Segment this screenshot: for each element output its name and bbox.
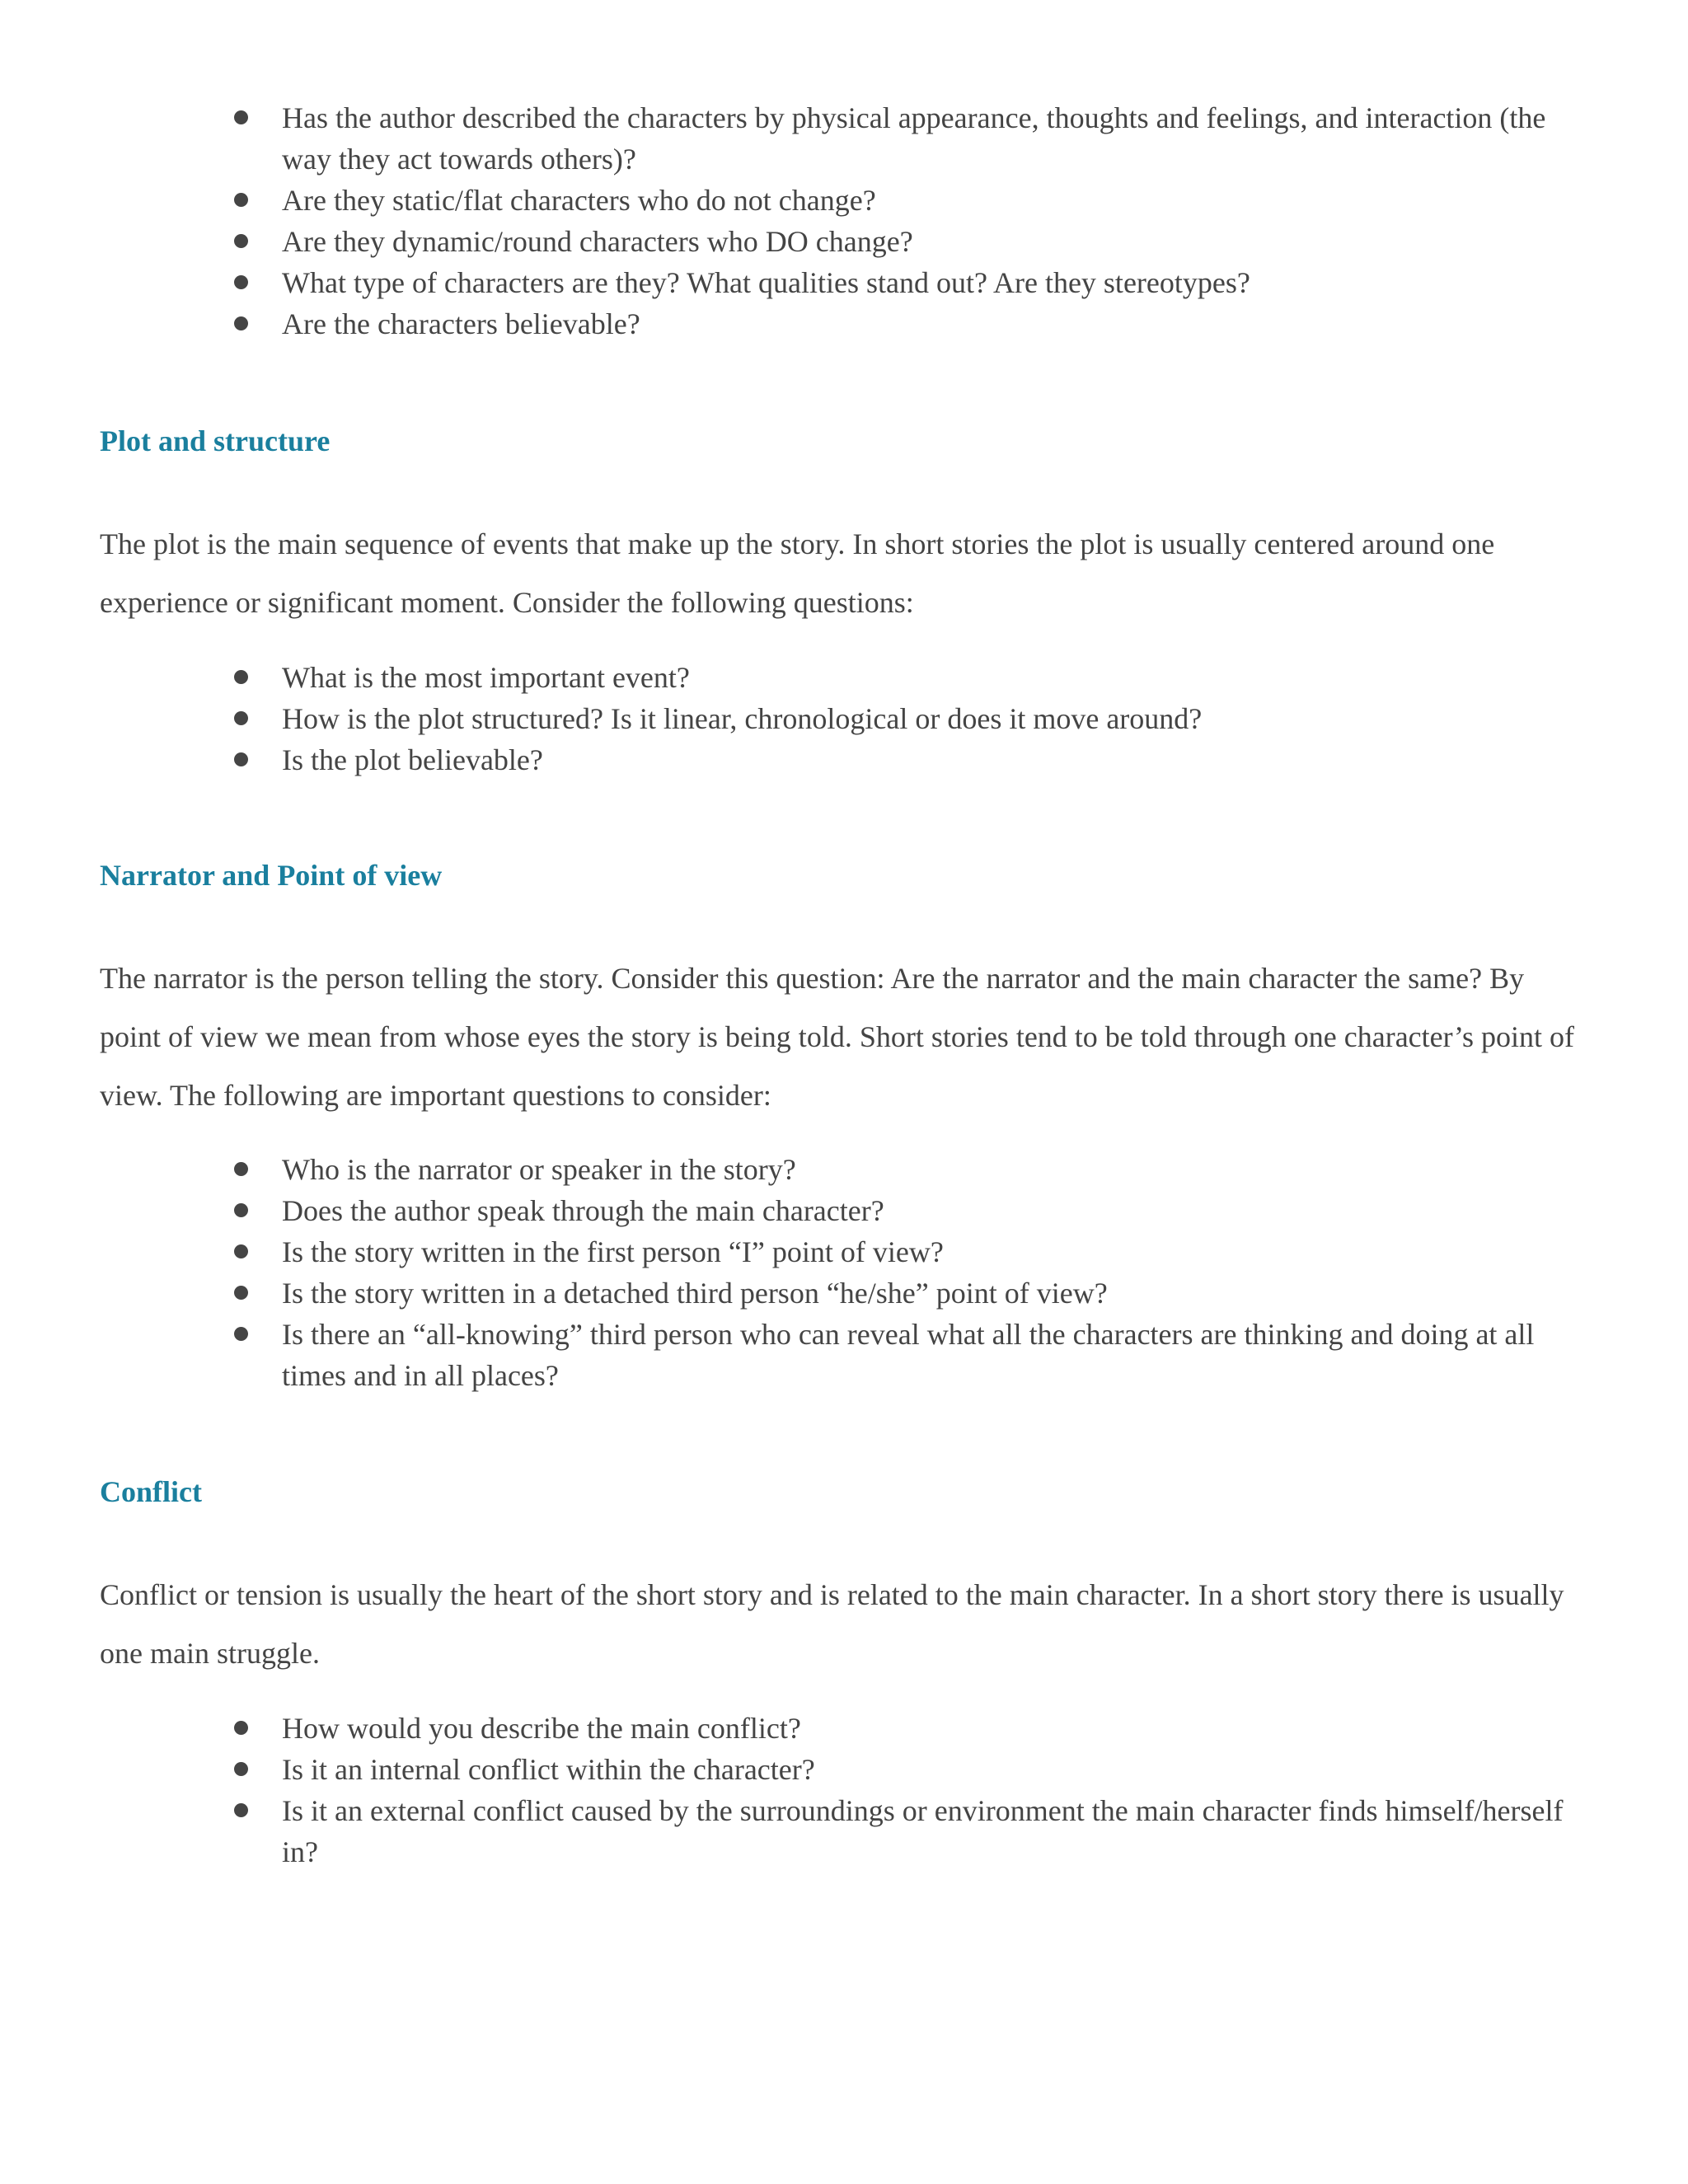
list-item-text: Does the author speak through the main character? (282, 1194, 884, 1227)
list-item (0, 1272, 1584, 1314)
conflict-question-list (0, 1708, 1584, 1872)
list-item (0, 1314, 1584, 1396)
list-item (0, 303, 1584, 344)
list-item-text: Is it an external conflict caused by the surroundings or environment the main character finds himself/herself in? (282, 1794, 1564, 1868)
bullet-icon (234, 1244, 248, 1258)
list-item (0, 180, 1584, 221)
list-item-text: Is there an “all-knowing” third person who can reveal what all the characters are thinking and doing at all times and in all places? (282, 1318, 1535, 1392)
list-item-text: Are they dynamic/round characters who DO change? (282, 225, 913, 258)
list-item-text: Are the characters believable? (282, 307, 640, 340)
list-item (0, 262, 1584, 303)
bullet-icon (234, 1803, 248, 1817)
conflict-paragraph: Conflict or tension is usually the heart of the short story and is related to the main character. In a short story there is usually one main struggle. (100, 1578, 1564, 1670)
list-item (0, 1231, 1584, 1272)
list-item-text: What type of characters are they? What qualities stand out? Are they stereotypes? (282, 266, 1250, 299)
list-item-text: What is the most important event? (282, 661, 690, 694)
list-item (0, 1749, 1584, 1790)
plot-question-list (0, 657, 1584, 780)
plot-paragraph: The plot is the main sequence of events that make up the story. In short stories the plot is usually centered around one experience or significant moment. Consider the following questions: (100, 527, 1495, 619)
bullet-icon (234, 316, 248, 330)
bullet-icon (234, 1286, 248, 1300)
bullet-icon (234, 193, 248, 207)
bullet-icon (234, 711, 248, 725)
narrator-question-list (0, 1149, 1584, 1396)
conflict-heading: Conflict (100, 1475, 202, 1508)
list-item (0, 739, 1584, 780)
list-item (0, 97, 1584, 180)
list-item-text: Is it an internal conflict within the character? (282, 1753, 815, 1786)
list-item (0, 698, 1584, 739)
list-item-text: Is the story written in the first person “I” point of view? (282, 1235, 944, 1268)
bullet-icon (234, 670, 248, 684)
list-item (0, 657, 1584, 698)
list-item (0, 1190, 1584, 1231)
characters-question-list (0, 97, 1584, 344)
narrator-paragraph: The narrator is the person telling the story. Consider this question: Are the narrator and the main character the same? By point of view we mean from whose eyes the story is being told. Short stories tend to be told through one character’s point of view. The following are important questions to consider: (100, 962, 1574, 1112)
narrator-heading: Narrator and Point of view (100, 859, 443, 892)
list-item-text: Who is the narrator or speaker in the story? (282, 1153, 796, 1186)
list-item (0, 1790, 1584, 1872)
plot-heading: Plot and structure (100, 424, 331, 457)
list-item-text: Are they static/flat characters who do not change? (282, 184, 876, 217)
bullet-icon (234, 1762, 248, 1776)
bullet-icon (234, 1721, 248, 1735)
list-item-text: How would you describe the main conflict? (282, 1712, 801, 1745)
list-item-text: Is the plot believable? (282, 743, 543, 776)
bullet-icon (234, 234, 248, 248)
list-item-text: How is the plot structured? Is it linear, chronological or does it move around? (282, 702, 1203, 735)
list-item-text: Is the story written in a detached third person “he/she” point of view? (282, 1277, 1108, 1310)
list-item (0, 1708, 1584, 1749)
bullet-icon (234, 752, 248, 766)
bullet-icon (234, 110, 248, 124)
list-item (0, 1149, 1584, 1190)
list-item-text: Has the author described the characters by physical appearance, thoughts and feelings, and interaction (the way they act towards others)? (282, 101, 1546, 176)
bullet-icon (234, 1162, 248, 1176)
bullet-icon (234, 1203, 248, 1217)
bullet-icon (234, 1327, 248, 1341)
list-item (0, 221, 1584, 262)
bullet-icon (234, 275, 248, 289)
